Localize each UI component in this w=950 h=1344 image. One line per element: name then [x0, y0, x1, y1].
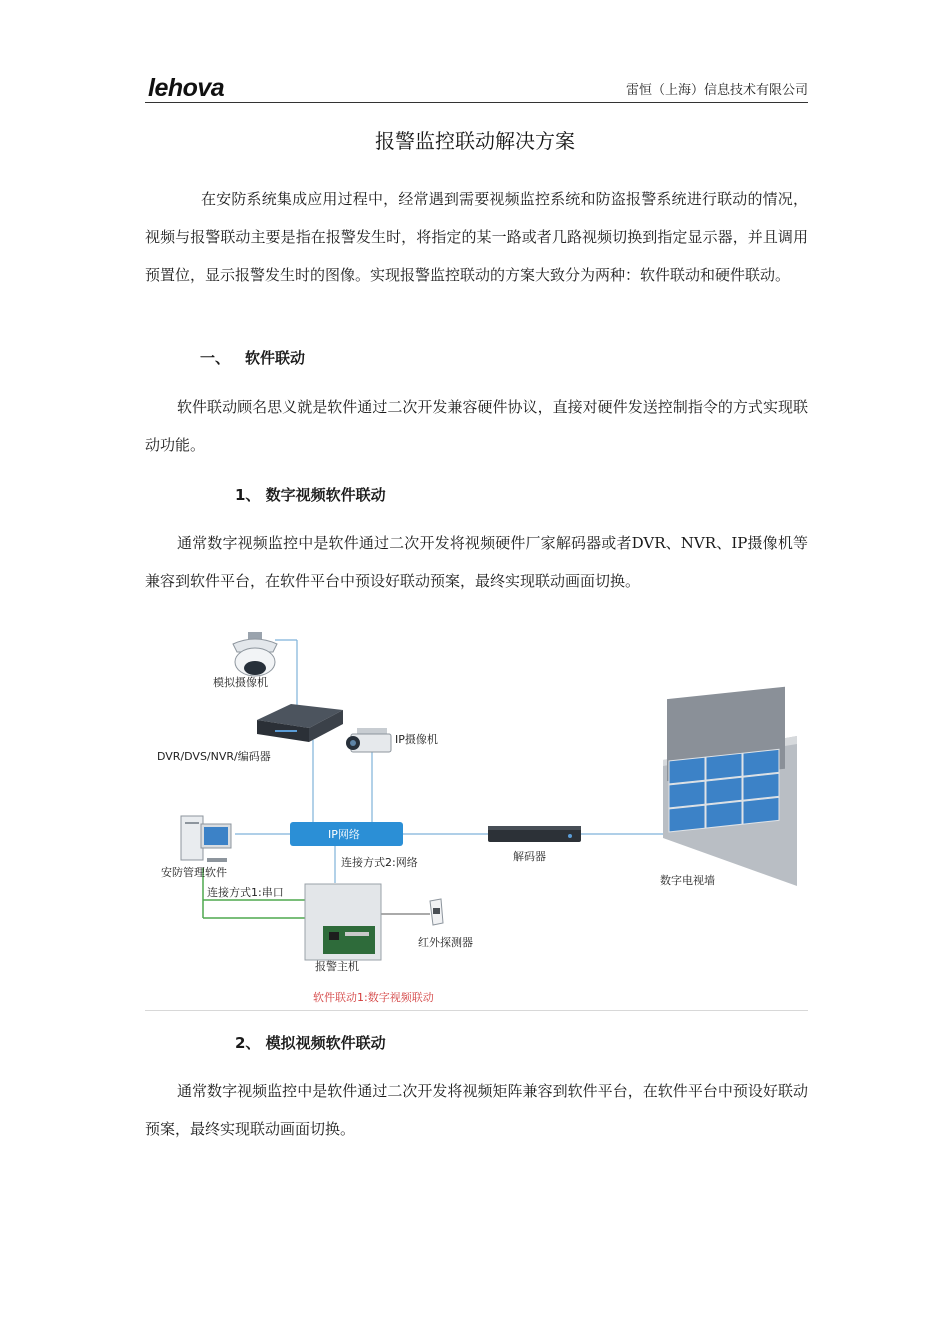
label-ip-network: IP网络	[328, 828, 360, 841]
label-dvr: DVR/DVS/NVR/编码器	[157, 750, 271, 763]
analog-camera-icon	[233, 632, 277, 676]
label-security-software: 安防管理软件	[161, 866, 227, 879]
page-header	[145, 72, 808, 103]
document-title: 报警监控联动解决方案	[375, 129, 575, 153]
company-name: 雷恒（上海）信息技术有限公司	[625, 83, 808, 98]
figure-separator	[145, 1010, 808, 1011]
label-analog-camera: 模拟摄像机	[213, 676, 268, 689]
alarm-host-icon	[305, 884, 381, 960]
section-heading-software-linkage	[200, 347, 305, 368]
company-logo: lehova	[148, 74, 225, 102]
linkage-diagram	[145, 620, 808, 1010]
computer-icon	[181, 816, 231, 862]
label-infrared-detector: 红外探测器	[418, 936, 473, 949]
subsection-heading-digital: 1、 数字视频软件联动	[235, 486, 386, 504]
label-decoder: 解码器	[513, 850, 546, 863]
label-video-wall: 数字电视墙	[660, 874, 715, 887]
video-wall-icon	[663, 687, 797, 886]
label-alarm-host: 报警主机	[315, 960, 359, 973]
label-ip-camera: IP摄像机	[395, 733, 438, 746]
ip-camera-icon	[346, 728, 391, 752]
section-title: 软件联动	[245, 349, 306, 367]
section1-paragraph: 软件联动顾名思义就是软件通过二次开发兼容硬件协议，直接对硬件发送控制指令的方式实现联动功能。	[145, 398, 808, 454]
sub2-paragraph: 通常数字视频监控中是软件通过二次开发将视频矩阵兼容到软件平台，在软件平台中预设好联动预案，最终实现联动画面切换。	[145, 1082, 808, 1138]
sub1-paragraph: 通常数字视频监控中是软件通过二次开发将视频硬件厂家解码器或者DVR、NVR、IP摄像机等兼容到软件平台，在软件平台中预设好联动预案，最终实现联动画面切换。	[145, 534, 808, 590]
intro-paragraph: 在安防系统集成应用过程中，经常遇到需要视频监控系统和防盗报警系统进行联动的情况，视频与报警联动主要是指在报警发生时，将指定的某一路或者几路视频切换到指定显示器，并且调用预置位，显示报警发生时的图像。实现报警监控联动的方案大致分为两种：软件联动和硬件联动。	[145, 190, 808, 284]
infrared-detector-icon	[430, 899, 443, 925]
decoder-icon	[488, 826, 581, 842]
dvr-icon	[257, 704, 343, 742]
label-connection-2: 连接方式2:网络	[341, 856, 418, 869]
subsection-heading-analog: 2、 模拟视频软件联动	[235, 1034, 386, 1052]
diagram-caption: 软件联动1:数字视频联动	[313, 991, 434, 1004]
label-connection-1: 连接方式1:串口	[207, 886, 284, 899]
section-number: 一、	[200, 349, 231, 367]
